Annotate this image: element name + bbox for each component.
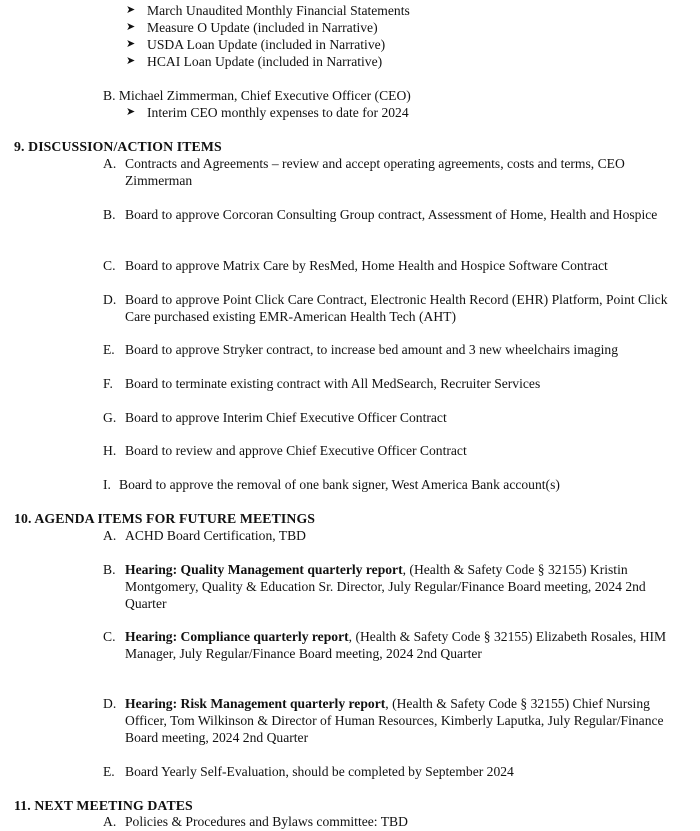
arrow-bullet-icon: ➤ xyxy=(126,4,136,16)
agenda-item xyxy=(103,409,688,426)
item-letter: A. xyxy=(103,814,117,829)
agenda-item xyxy=(103,628,688,662)
agenda-item xyxy=(103,763,688,780)
item-detail: , (Health & Safety Code § 32155) Chief Nursing Officer, Tom Wilkinson & Director of Human Resources, Kimberly Laputka, July Regular/Finance Board meeting, 2024 2nd Quarter xyxy=(125,696,664,745)
arrow-bullet-icon: ➤ xyxy=(126,21,136,33)
item-text xyxy=(125,695,688,746)
bullet-text: March Unaudited Monthly Financial Statements xyxy=(147,3,410,18)
item-letter: E. xyxy=(103,342,115,357)
agenda-item xyxy=(103,442,688,459)
section-title: NEXT MEETING DATES xyxy=(34,798,193,813)
item-text: Contracts and Agreements – review and accept operating agreements, costs and terms, CEO Zimmerman xyxy=(125,156,625,188)
item-letter: C. xyxy=(103,258,116,273)
item-letter: I. xyxy=(103,477,111,492)
item-detail: , (Health & Safety Code § 32155) Kristin Montgomery, Quality & Education Sr. Director, July Regular/Finance Board meeting, 2024 2nd Quarter xyxy=(125,562,646,611)
agenda-item xyxy=(103,813,688,830)
agenda-item xyxy=(103,341,688,358)
agenda-item xyxy=(103,561,688,612)
item-letter: C. xyxy=(103,629,116,644)
item-letter: D. xyxy=(103,696,117,711)
agenda-item xyxy=(103,695,688,746)
section-title: AGENDA ITEMS FOR FUTURE MEETINGS xyxy=(34,511,316,526)
agenda-item xyxy=(103,375,688,392)
section-title: DISCUSSION/ACTION ITEMS xyxy=(28,139,222,154)
item-text: Board to approve Corcoran Consulting Group contract, Assessment of Home, Health and Hospice xyxy=(125,207,658,222)
agenda-item xyxy=(103,155,688,189)
agenda-item xyxy=(103,476,688,493)
item-bold-label: Hearing: Quality Management quarterly report xyxy=(125,562,403,577)
item-letter: E. xyxy=(103,764,115,779)
section-heading-10 xyxy=(14,510,315,527)
item-text: Board to approve Matrix Care by ResMed, Home Health and Hospice Software Contract xyxy=(125,258,608,273)
agenda-item xyxy=(103,291,688,325)
item-text xyxy=(125,561,688,612)
item-letter: D. xyxy=(103,292,117,307)
item-letter: B. xyxy=(103,562,116,577)
item-text: Michael Zimmerman, Chief Executive Officer (CEO) xyxy=(118,88,411,103)
item-text: Board to approve Interim Chief Executive Officer Contract xyxy=(125,410,447,425)
item-letter: B. xyxy=(103,207,116,222)
item-detail: , (Health & Safety Code § 32155) Elizabeth Rosales, HIM Manager, July Regular/Finance Board meeting, 2024 2nd Quarter xyxy=(125,629,667,661)
bullet-text: HCAI Loan Update (included in Narrative) xyxy=(147,54,383,69)
ceo-item xyxy=(103,87,411,104)
item-letter: A. xyxy=(103,528,117,543)
item-text: Policies & Procedures and Bylaws committee: TBD xyxy=(125,814,408,829)
item-text: Board to approve the removal of one bank signer, West America Bank account(s) xyxy=(119,477,560,492)
bullet-text: Measure O Update (included in Narrative) xyxy=(147,20,378,35)
item-letter: H. xyxy=(103,443,117,458)
item-text: Board Yearly Self-Evaluation, should be completed by September 2024 xyxy=(125,764,514,779)
arrow-bullet-icon: ➤ xyxy=(126,55,136,67)
item-text: Board to approve Point Click Care Contract, Electronic Health Record (EHR) Platform, Point Click Care purchased existing EMR-American Health Tech (AHT) xyxy=(125,292,668,324)
item-text: Board to review and approve Chief Executive Officer Contract xyxy=(125,443,467,458)
section-number: 10. xyxy=(14,511,32,526)
item-bold-label: Hearing: Risk Management quarterly report xyxy=(125,696,386,711)
bullet-text: Interim CEO monthly expenses to date for 2024 xyxy=(147,105,409,120)
item-letter: G. xyxy=(103,410,117,425)
item-letter: F. xyxy=(103,376,113,391)
agenda-item xyxy=(103,527,688,544)
section-heading-11 xyxy=(14,797,193,814)
item-letter: B. xyxy=(103,88,116,103)
arrow-bullet-icon: ➤ xyxy=(126,106,136,118)
section-number: 9. xyxy=(14,139,25,154)
item-bold-label: Hearing: Compliance quarterly report xyxy=(125,629,349,644)
agenda-item xyxy=(103,257,688,274)
item-letter: A. xyxy=(103,156,117,171)
item-text xyxy=(125,628,688,662)
section-heading-9 xyxy=(14,138,222,155)
item-text: Board to terminate existing contract with All MedSearch, Recruiter Services xyxy=(125,376,541,391)
section-number: 11. xyxy=(14,798,31,813)
item-text: Board to approve Stryker contract, to increase bed amount and 3 new wheelchairs imaging xyxy=(125,342,618,357)
bullet-text: USDA Loan Update (included in Narrative) xyxy=(147,37,386,52)
agenda-item xyxy=(103,206,688,223)
arrow-bullet-icon: ➤ xyxy=(126,38,136,50)
item-text: ACHD Board Certification, TBD xyxy=(125,528,306,543)
